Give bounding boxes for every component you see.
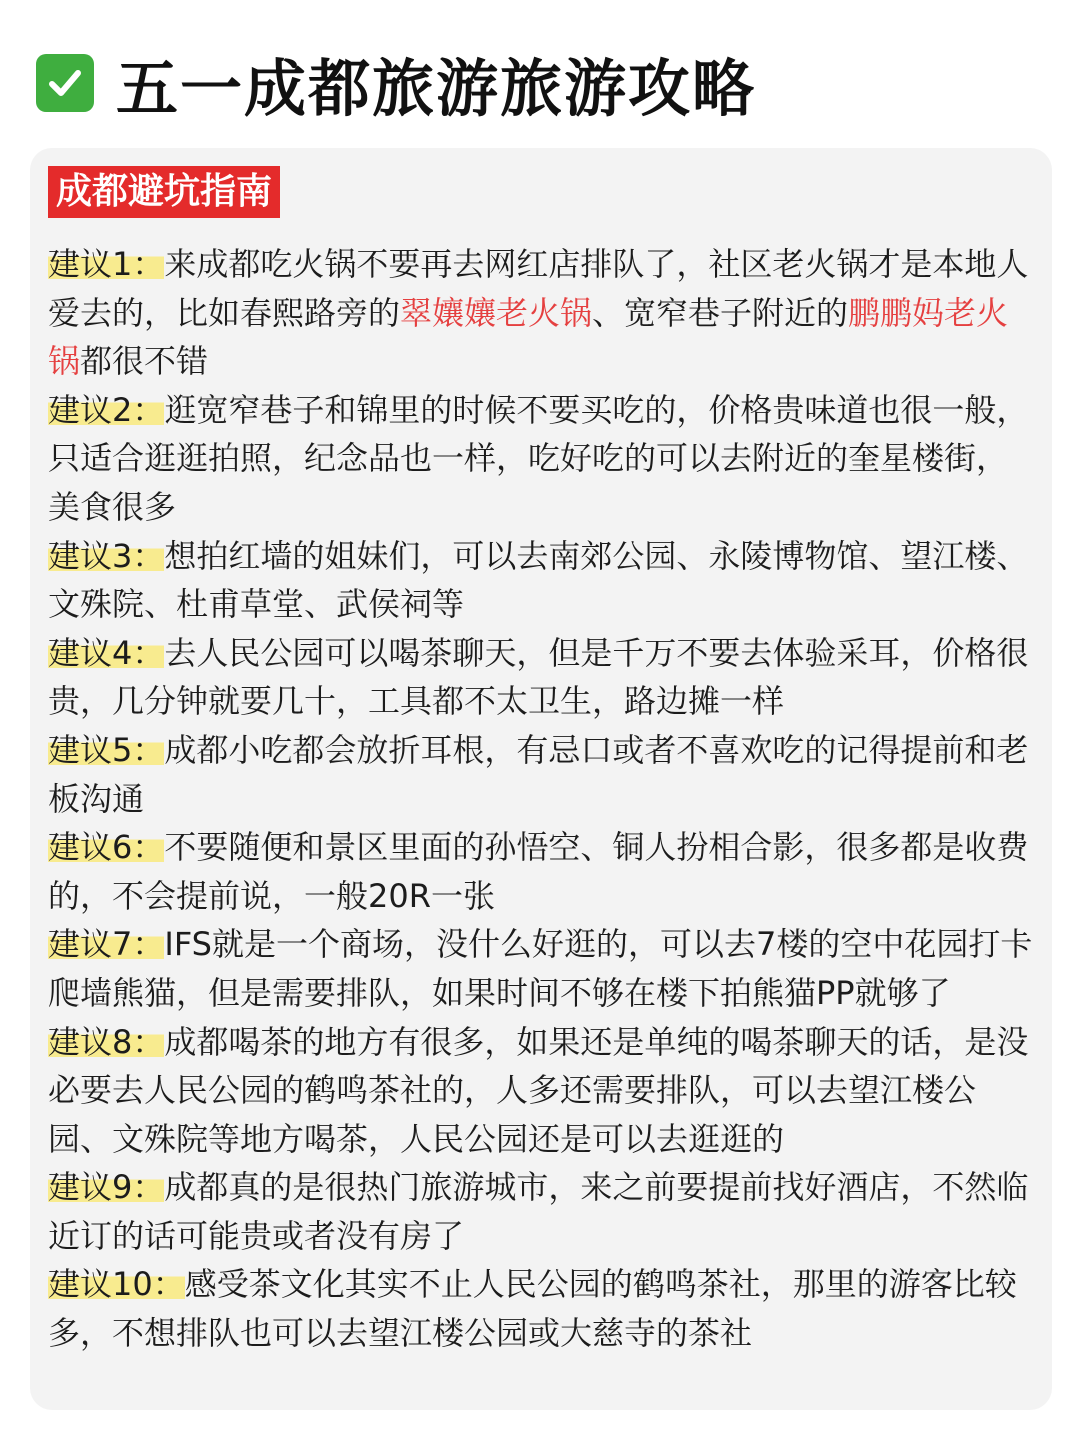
tip-text: 想拍红墙的姐妹们，可以去南郊公园、永陵博物馆、望江楼、文殊院、杜甫草堂、武侯祠等 [48,536,1029,624]
tip-text: 成都小吃都会放折耳根，有忌口或者不喜欢吃的记得提前和老板沟通 [48,730,1029,818]
highlight-restaurant: 鹏鹏妈老火锅 [48,293,1009,381]
tip-text: 、宽窄巷子附近的 [592,293,849,332]
tip-6 [48,823,1038,920]
tip-text: 去人民公园可以喝茶聊天，但是千万不要去体验采耳，价格很贵，几分钟就要几十，工具都不太卫生，路边摊一样 [48,633,1029,721]
tip-label: 建议5： [48,730,165,769]
tip-text: 都很不错 [80,342,209,381]
tip-8 [48,1018,1038,1164]
tip-text: 成都真的是很热门旅游城市，来之前要提前找好酒店，不然临近订的话可能贵或者没有房了 [48,1168,1029,1255]
title-row [36,38,1060,128]
tip-3 [48,532,1038,629]
page-title: 五一成都旅游旅游攻略 [116,51,757,125]
tip-label: 建议4： [48,633,165,672]
tip-text: IFS就是一个商场，没什么好逛的，可以去7楼的空中花园打卡爬墙熊猫，但是需要排队，如果时间不够在楼下拍熊猫PP就够了 [48,925,1033,1012]
tip-5 [48,726,1038,823]
check-icon [36,54,94,112]
tip-label: 建议6： [48,828,165,867]
tip-4 [48,629,1038,726]
tips-card [30,148,1052,1410]
tip-7 [48,920,1038,1017]
tip-label: 建议8： [48,1022,165,1061]
tip-label: 建议9： [48,1168,165,1207]
tip-text: 感受茶文化其实不止人民公园的鹤鸣茶社，那里的游客比较多，不想排队也可以去望江楼公园或大慈寺的茶社 [48,1265,1017,1353]
tip-label: 建议3： [48,536,165,575]
section-tag: 成都避坑指南 [48,166,280,218]
highlight-restaurant: 翠孃孃老火锅 [400,293,593,332]
tip-label: 建议10： [48,1265,185,1304]
tip-text: 来成都吃火锅不要再去网红店排队了，社区老火锅才是本地人爱去的，比如春熙路旁的 [48,245,1029,332]
tip-label: 建议7： [48,925,165,964]
tip-text: 逛宽窄巷子和锦里的时候不要买吃的，价格贵味道也很一般，只适合逛逛拍照，纪念品也一样，吃好吃的可以去附近的奎星楼街，美食很多 [48,390,1029,526]
tip-label: 建议1： [48,245,165,283]
tip-2 [48,386,1038,532]
tip-text: 不要随便和景区里面的孙悟空、铜人扮相合影，很多都是收费的，不会提前说，一般20R一张 [48,828,1029,915]
tip-9 [48,1163,1038,1260]
tip-10 [48,1260,1038,1357]
tip-1 [48,240,1038,386]
tip-label: 建议2： [48,390,165,429]
tips-list [48,240,1038,1358]
tip-text: 成都喝茶的地方有很多，如果还是单纯的喝茶聊天的话，是没必要去人民公园的鹤鸣茶社的，人多还需要排队，可以去望江楼公园、文殊院等地方喝茶，人民公园还是可以去逛逛的 [48,1022,1029,1158]
